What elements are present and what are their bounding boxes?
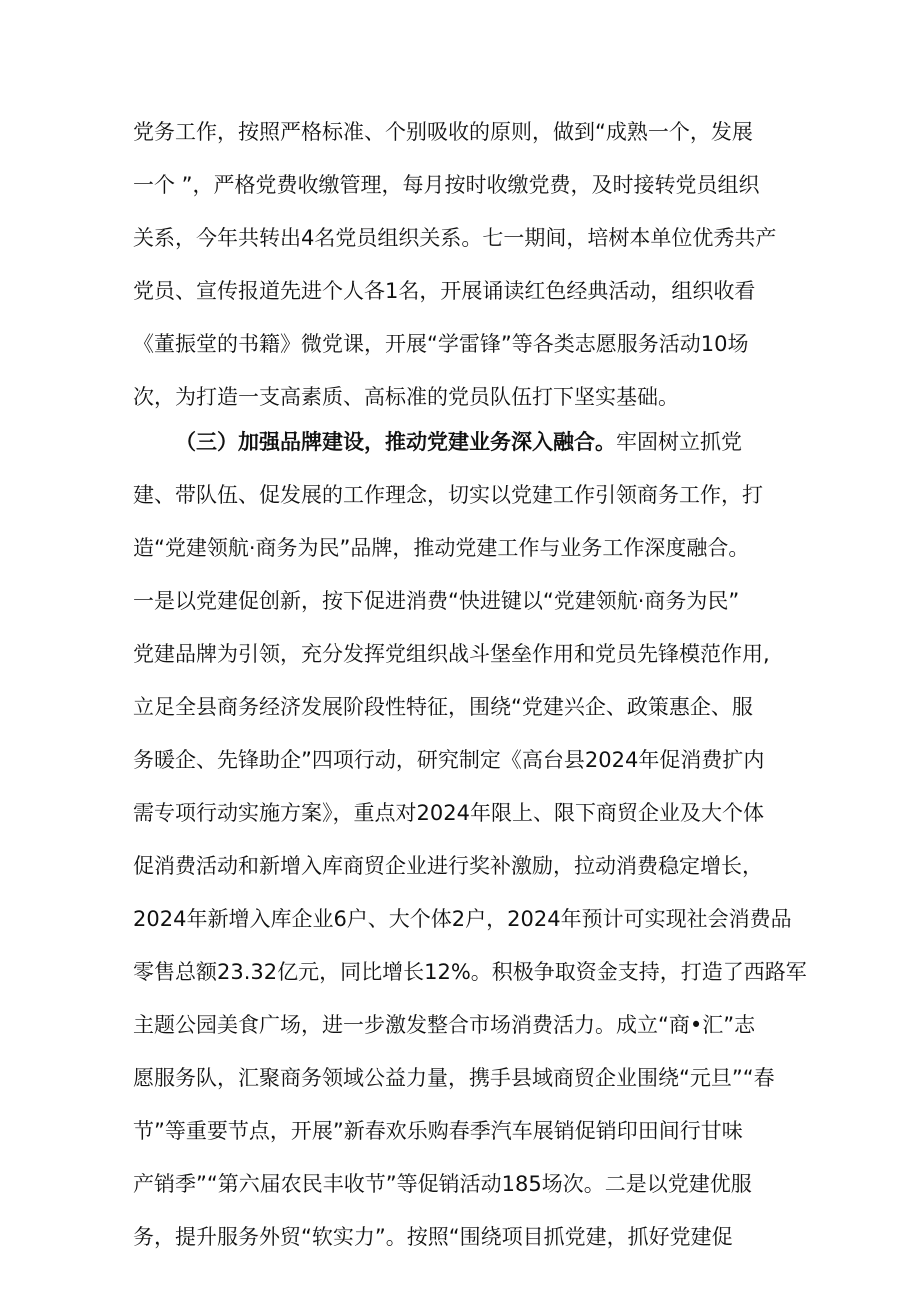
section-heading-line (133, 416, 793, 469)
paragraph-party-affairs (133, 106, 793, 424)
text-line: 一个 ”，严格党费收缴管理，每月按时收缴党费，及时接转党员组织 (133, 173, 760, 197)
text-line: 党务工作，按照严格标准、个别吸收的原则，做到“成熟一个，发展 (133, 120, 753, 144)
section-heading: （三）加强品牌建设，推动党建业务深入融合。 (175, 430, 616, 454)
text-line: 务，提升服务外贸“软实力”。按照“围绕项目抓党建，抓好党建促 (133, 1225, 733, 1249)
text-line: 党员、宣传报道先进个人各1名，开展诵读红色经典活动，组织收看 (133, 279, 756, 303)
text-line: 节”等重要节点，开展”新春欢乐购春季汽车展销促销印田间行甘味 (133, 1119, 743, 1143)
text-line: 促消费活动和新增入库商贸企业进行奖补激励，拉动消费稳定增长， (133, 854, 763, 878)
text-line: 关系，今年共转出4名党员组织关系。七一期间，培树本单位优秀共产 (133, 226, 777, 250)
text-line: 建、带队伍、促发展的工作理念，切实以党建工作引领商务工作，打 (133, 483, 763, 507)
text-line: 造“党建领航·商务为民”品牌，推动党建工作与业务工作深度融合。 (133, 536, 750, 560)
text-line: 主题公园美食广场，进一步激发整合市场消费活力。成立“商•汇”志 (133, 1013, 756, 1037)
text-line: 一是以党建促创新，按下促进消费“快进键以“党建领航·商务为民” (133, 589, 740, 613)
text-line: 产销季”“第六届农民丰收节”等促销活动185场次。二是以党建优服 (133, 1172, 752, 1196)
text-line: 立足全县商务经济发展阶段性特征，围绕“党建兴企、政策惠企、服 (133, 695, 753, 719)
text-line: 2024年新增入库企业6户、大个体2户，2024年预计可实现社会消费品 (133, 907, 792, 931)
text-line: 愿服务队，汇聚商务领域公益力量，携手县域商贸企业围绕“元旦”“春 (133, 1066, 775, 1090)
text-line: 党建品牌为引领，充分发挥党组织战斗堡垒作用和党员先锋模范作用, (133, 642, 770, 666)
text-line-rest: 牢固树立抓党 (616, 430, 742, 454)
paragraph-brand-building (133, 416, 807, 1264)
text-line: 次，为打造一支高素质、高标准的党员队伍打下坚实基础。 (133, 385, 679, 409)
text-line: 务暖企、先锋助企”四项行动，研究制定《高台县2024年促消费扩内 (133, 748, 765, 772)
text-line: 需专项行动实施方案》，重点对2024年限上、限下商贸企业及大个体 (133, 801, 764, 825)
text-line: 零售总额23.32亿元，同比增长12%。积极争取资金支持，打造了西路军 (133, 960, 807, 984)
text-line: 《董振堂的书籍》微党课，开展“学雷锋”等各类志愿服务活动10场 (133, 332, 749, 356)
